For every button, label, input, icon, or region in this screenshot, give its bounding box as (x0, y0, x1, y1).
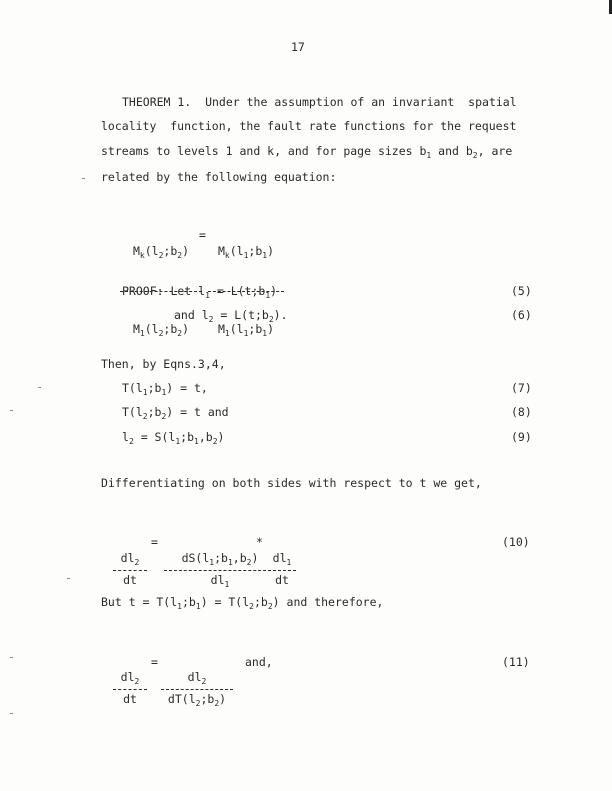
eq10-fraction-b: $dS(l_1;b_1,b_2)$ $dl_1$ (164, 525, 276, 617)
scan-speck (10, 410, 13, 411)
but-line: But $t = T(l_1;b_1)$ = $T(l_2;b_2)$ and therefore, (101, 595, 384, 611)
page-number: 17 (291, 40, 305, 54)
eq11-fraction-b: $dl_2$ $dT(l_2;b_2)$ (161, 644, 233, 736)
scan-speck (10, 713, 13, 714)
eq10-fraction-a: $dl_2$ dt (113, 525, 147, 615)
eq10-fraction-c: $dl_1$ dt (268, 525, 296, 615)
equation-8: $T(l_2;b_2) = t$ and (122, 405, 229, 421)
eq10-equals: = (151, 535, 158, 549)
equation-9: $l_2$ = $S(l_1;b_1,b_2)$ (122, 430, 225, 446)
differentiating-line: Differentiating on both sides with respect to t we get, (101, 476, 482, 490)
scan-speck (10, 657, 13, 658)
scan-speck (67, 578, 70, 579)
eq11-fraction-a: $dl_2$ dt (113, 644, 147, 734)
equation-number-6: (6) (511, 308, 532, 322)
scan-speck (82, 178, 85, 179)
ratio-lhs-denominator: $M_1(l_2;b_2)$ (132, 322, 190, 338)
equation-7: $T(l_1;b_1) = t$, (122, 381, 208, 397)
eq11-and: and, (245, 655, 273, 669)
equation-number-5: (5) (511, 284, 532, 298)
eq10-multiply: * (256, 535, 263, 549)
proof-line-1: PROOF: Let $l_1$ = $L(t;b_1)$ (122, 284, 278, 300)
theorem-line-2: locality function, the fault rate functions for the request (101, 119, 517, 133)
equation-number-8: (8) (511, 405, 532, 419)
ratio-equals: = (199, 228, 206, 242)
then-line: Then, by Eqns.3,4, (101, 357, 226, 371)
theorem-line-3: streams to levels 1 and k, and for page sizes $b_1$ and $b_2$, are (101, 144, 513, 160)
equation-number-7: (7) (511, 381, 532, 395)
equation-number-9: (9) (511, 430, 532, 444)
equation-number-10: (10) (502, 535, 530, 549)
theorem-line-1: THEOREM 1. Under the assumption of an invariant spatial (122, 95, 517, 109)
eq11-equals: = (151, 655, 158, 669)
proof-line-2: and $l_2$ = $L(t;b_2)$. (174, 308, 288, 324)
ratio-lhs-numerator: $M_k(l_2;b_2)$ (132, 244, 190, 260)
ratio-rhs-numerator: $M_k(l_1;b_1)$ (217, 244, 275, 260)
theorem-line-4: related by the following equation: (101, 170, 337, 184)
scan-speck (38, 387, 41, 388)
equation-number-11: (11) (502, 655, 530, 669)
ratio-rhs-denominator: $M_1(l_1;b_1)$ (217, 322, 275, 338)
